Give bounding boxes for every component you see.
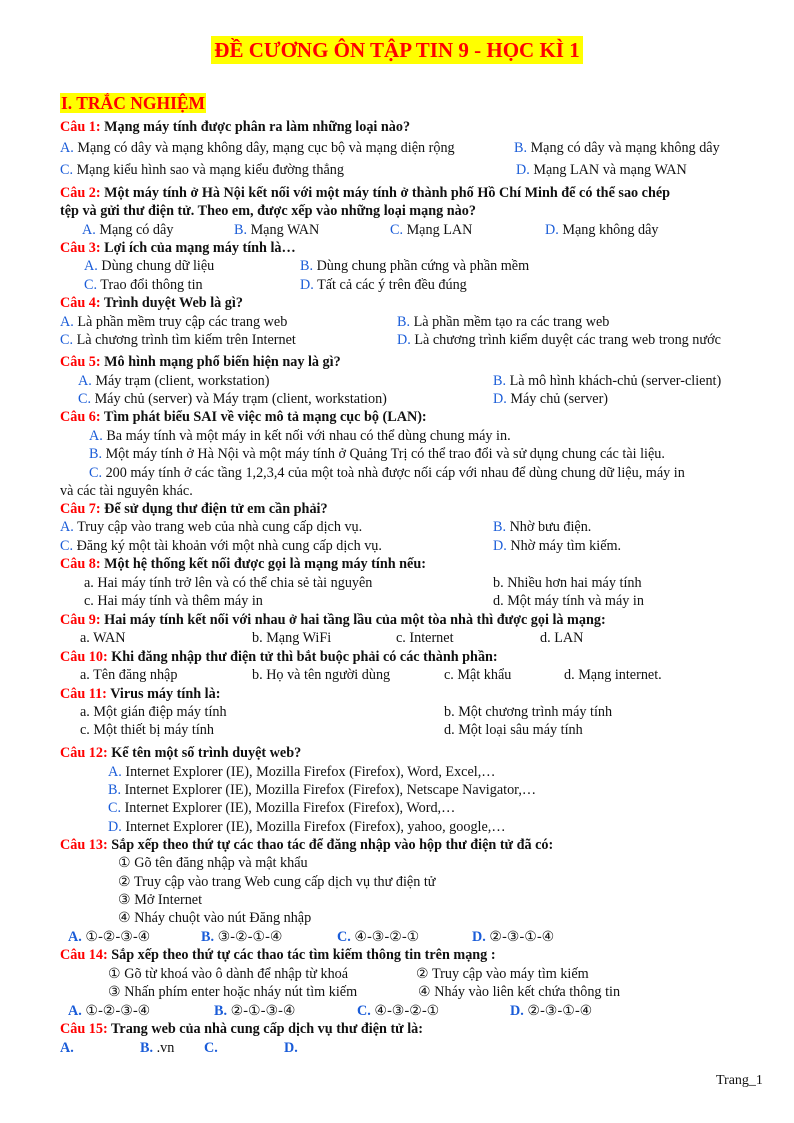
option-text: ①-②-③-④ <box>81 1003 151 1019</box>
question-2 <box>60 185 670 202</box>
option <box>108 764 495 781</box>
option-text: ②-③-①-④ <box>523 1003 593 1019</box>
option-text: Mạng WAN <box>247 222 320 238</box>
option-letter: C. <box>390 222 404 238</box>
option-letter: A. <box>60 1040 74 1056</box>
option-letter: B. <box>214 1003 228 1019</box>
option-letter: C. <box>89 465 103 481</box>
option-letter: A. <box>84 258 98 274</box>
option-letter: A. <box>82 222 96 238</box>
option <box>493 519 591 536</box>
question-1 <box>60 119 410 136</box>
option-letter: C. <box>60 332 74 348</box>
question-text: Khi đăng nhập thư điện tử thì bắt buộc phải có các thành phần: <box>107 649 498 665</box>
option-letter: A. <box>68 1003 82 1019</box>
question-13 <box>60 837 553 854</box>
option-text: Mạng có dây <box>95 222 174 238</box>
option <box>510 1003 592 1020</box>
option: b. Mạng WiFi <box>252 630 332 646</box>
option-text: ③-②-①-④ <box>214 929 283 945</box>
option-letter: C. <box>78 391 92 407</box>
option-letter: C. <box>337 929 351 945</box>
option <box>472 929 554 946</box>
option-text: Dùng chung phần cứng và phần mềm <box>313 258 530 274</box>
step: ② Truy cập vào trang Web cung cấp dịch vụ thư điện tử <box>118 874 436 890</box>
option <box>397 314 609 331</box>
option-letter: B. <box>234 222 248 238</box>
question-3 <box>60 240 296 257</box>
option <box>78 391 387 408</box>
question-6 <box>60 409 427 426</box>
option: b. Họ và tên người dùng <box>252 667 391 683</box>
option <box>68 1003 150 1020</box>
question-number: Câu 5: <box>60 354 101 370</box>
option: c. Một thiết bị máy tính <box>80 722 214 738</box>
option-text: 200 máy tính ở các tầng 1,2,3,4 của một toà nhà được nối cáp với nhau để dùng chung dữ liệu, máy in <box>102 465 685 481</box>
question-text: Virus máy tính là: <box>106 686 221 702</box>
option-text: Mạng có dây và mạng không dây <box>527 140 720 156</box>
option <box>60 519 362 536</box>
option <box>493 373 721 390</box>
question-number: Câu 8: <box>60 556 101 572</box>
option <box>60 314 287 331</box>
question-number: Câu 12: <box>60 745 108 761</box>
option-text: Nhờ bưu điện. <box>506 519 592 535</box>
question-text: Mô hình mạng phổ biến hiện nay là gì? <box>100 354 341 370</box>
option <box>60 538 382 555</box>
step: ④ Nháy vào liên kết chứa thông tin <box>418 984 621 1000</box>
step: ④ Nháy chuột vào nút Đăng nhập <box>118 910 312 926</box>
option-text: ①-②-③-④ <box>81 929 151 945</box>
option-letter: D. <box>545 222 559 238</box>
question-text: Lợi ích của mạng máy tính là… <box>100 240 296 256</box>
option-letter: A. <box>60 140 74 156</box>
option-text: Trao đổi thông tin <box>97 277 203 293</box>
option <box>78 373 270 390</box>
option <box>300 277 467 294</box>
question-11 <box>60 686 220 703</box>
option <box>60 140 455 157</box>
option <box>60 332 296 349</box>
option-text: Mạng LAN <box>403 222 473 238</box>
option <box>545 222 659 239</box>
option-text: Internet Explorer (IE), Mozilla Firefox (Firefox), Netscape Navigator,… <box>121 782 537 798</box>
question-number: Câu 2: <box>60 185 101 201</box>
question-text: Sắp xếp theo thứ tự các thao tác tìm kiếm thông tin trên mạng : <box>107 947 496 963</box>
question-number: Câu 3: <box>60 240 101 256</box>
question-7 <box>60 501 328 518</box>
option-text: Máy chủ (server) <box>506 391 609 407</box>
title-wrap <box>0 36 794 64</box>
question-number: Câu 7: <box>60 501 101 517</box>
option <box>84 258 214 275</box>
option-letter: C. <box>60 162 74 178</box>
option: b. Một chương trình máy tính <box>444 704 613 720</box>
option-text: Internet Explorer (IE), Mozilla Firefox (Firefox), Word,… <box>121 800 456 816</box>
option <box>514 140 720 157</box>
option-text: Internet Explorer (IE), Mozilla Firefox (Firefox), yahoo, google,… <box>121 819 506 835</box>
question-14 <box>60 947 496 964</box>
step: ① Gõ từ khoá vào ô dành để nhập từ khoá <box>108 966 349 982</box>
question-text: Mạng máy tính được phân ra làm những loại nào? <box>100 119 411 135</box>
option-text: Mạng LAN và mạng WAN <box>529 162 687 178</box>
question-text: Sắp xếp theo thứ tự các thao tác để đăng nhập vào hộp thư điện tử đã có: <box>107 837 554 853</box>
option-letter: B. <box>493 373 507 389</box>
option-text: Mạng không dây <box>558 222 659 238</box>
option-letter: C. <box>204 1040 218 1056</box>
question-text: Tìm phát biểu SAI về việc mô tả mạng cục bộ (LAN): <box>100 409 427 425</box>
option: d. LAN <box>540 630 584 646</box>
option: a. Một gián điệp máy tính <box>80 704 227 720</box>
option <box>84 277 203 294</box>
option-letter: D. <box>108 819 122 835</box>
step: ③ Mở Internet <box>118 892 203 908</box>
option: a. Hai máy tính trở lên và có thể chia sẻ tài nguyên <box>84 575 373 591</box>
option <box>493 538 621 555</box>
option: d. Mạng internet. <box>564 667 662 683</box>
question-text: Trang web của nhà cung cấp dịch vụ thư điện tử là: <box>107 1021 423 1037</box>
option-letter: B. <box>201 929 215 945</box>
question-text: Để sử dụng thư điện tử em cần phải? <box>100 501 328 517</box>
option <box>82 222 173 239</box>
option <box>60 1040 74 1057</box>
option: a. WAN <box>80 630 126 646</box>
question-number: Câu 4: <box>60 295 101 311</box>
option-letter: A. <box>78 373 92 389</box>
option-text: Internet Explorer (IE), Mozilla Firefox (Firefox), Word, Excel,… <box>121 764 496 780</box>
question-text-continued: tệp và gửi thư điện tử. Theo em, được xếp vào những loại mạng nào? <box>60 203 476 219</box>
option-letter: A. <box>89 428 103 444</box>
option <box>516 162 687 179</box>
option: c. Mật khẩu <box>444 667 512 683</box>
option <box>108 819 506 836</box>
option: c. Hai máy tính và thêm máy in <box>84 593 263 609</box>
option-letter: B. <box>89 446 103 462</box>
option <box>68 929 150 946</box>
option-letter: C. <box>84 277 98 293</box>
question-number: Câu 10: <box>60 649 108 665</box>
option-text: Là mô hình khách-chủ (server-client) <box>506 373 722 389</box>
option <box>357 1003 439 1020</box>
option: b. Nhiều hơn hai máy tính <box>493 575 642 591</box>
option-text: Là phần mềm tạo ra các trang web <box>410 314 610 330</box>
step: ② Truy cập vào máy tìm kiếm <box>416 966 589 982</box>
option-text: Máy trạm (client, workstation) <box>91 373 270 389</box>
step: ③ Nhấn phím enter hoặc nháy nút tìm kiếm <box>108 984 358 1000</box>
question-number: Câu 13: <box>60 837 108 853</box>
option-letter: C. <box>60 538 74 554</box>
option-letter: D. <box>510 1003 524 1019</box>
question-15 <box>60 1021 423 1038</box>
option <box>89 465 685 482</box>
option-text: Ba máy tính và một máy in kết nối với nhau có thể dùng chung máy in. <box>102 428 511 444</box>
option-text: ④-③-②-① <box>350 929 420 945</box>
option <box>493 391 608 408</box>
option-letter: B. <box>140 1040 154 1056</box>
option: a. Tên đăng nhập <box>80 667 178 683</box>
option-text: Nhờ máy tìm kiếm. <box>506 538 622 554</box>
question-8 <box>60 556 426 573</box>
question-text: Hai máy tính kết nối với nhau ở hai tầng lầu của một tòa nhà thì được gọi là mạng: <box>100 612 606 628</box>
option-letter: A. <box>60 519 74 535</box>
option: d. Một loại sâu máy tính <box>444 722 583 738</box>
option-text: Mạng kiểu hình sao và mạng kiểu đường thẳng <box>73 162 344 178</box>
option-text: Một máy tính ở Hà Nội và một máy tính ở Quảng Trị có thể trao đổi và sử dụng chung các tài liệu. <box>102 446 665 462</box>
option-text: .vn <box>153 1040 175 1056</box>
option-text: Mạng có dây và mạng không dây, mạng cục bộ và mạng diện rộng <box>73 140 455 156</box>
question-number: Câu 14: <box>60 947 108 963</box>
option-letter: D. <box>493 391 507 407</box>
question-text: Trình duyệt Web là gì? <box>100 295 243 311</box>
question-text: Một máy tính ở Hà Nội kết nối với một máy tính ở thành phố Hồ Chí Minh để có thể sao chép <box>100 185 671 201</box>
option-text: ②-①-③-④ <box>227 1003 296 1019</box>
option-text-continued: và các tài nguyên khác. <box>60 483 193 499</box>
question-5 <box>60 354 341 371</box>
option <box>89 428 511 445</box>
option-text: Truy cập vào trang web của nhà cung cấp dịch vụ. <box>73 519 363 535</box>
option <box>234 222 319 239</box>
section-heading: I. TRẮC NGHIỆM <box>61 93 206 113</box>
question-number: Câu 11: <box>60 686 107 702</box>
option <box>89 446 665 463</box>
option-text: Máy chủ (server) và Máy trạm (client, workstation) <box>91 391 387 407</box>
option-letter: B. <box>300 258 314 274</box>
question-text: Một hệ thống kết nối được gọi là mạng máy tính nếu: <box>100 556 426 572</box>
option-text: Tất cả các ý trên đều đúng <box>313 277 467 293</box>
option <box>337 929 419 946</box>
option-letter: B. <box>397 314 411 330</box>
option-letter: C. <box>357 1003 371 1019</box>
option <box>300 258 529 275</box>
question-number: Câu 1: <box>60 119 101 135</box>
question-number: Câu 9: <box>60 612 101 628</box>
option-letter: B. <box>514 140 528 156</box>
question-10 <box>60 649 498 666</box>
option <box>284 1040 298 1057</box>
option: c. Internet <box>396 630 454 646</box>
option-letter: D. <box>397 332 411 348</box>
option-letter: B. <box>493 519 507 535</box>
option-letter: D. <box>516 162 530 178</box>
option <box>60 162 344 179</box>
document-title: ĐỀ CƯƠNG ÔN TẬP TIN 9 - HỌC KÌ 1 <box>211 36 582 64</box>
question-12 <box>60 745 301 762</box>
option-text: Là phần mềm truy cập các trang web <box>73 314 288 330</box>
option <box>108 782 536 799</box>
question-text: Kể tên một số trình duyệt web? <box>107 745 302 761</box>
option-letter: A. <box>108 764 122 780</box>
option <box>397 332 721 349</box>
question-4 <box>60 295 243 312</box>
option-text: Là chương trình tìm kiếm trên Internet <box>73 332 296 348</box>
question-number: Câu 15: <box>60 1021 108 1037</box>
option-letter: D. <box>493 538 507 554</box>
option: d. Một máy tính và máy in <box>493 593 644 609</box>
page-number: Trang_1 <box>716 1073 763 1088</box>
option-text: Dùng chung dữ liệu <box>97 258 215 274</box>
option-letter: A. <box>60 314 74 330</box>
option-letter: D. <box>300 277 314 293</box>
question-9 <box>60 612 606 629</box>
option <box>201 929 283 946</box>
option-letter: D. <box>284 1040 298 1056</box>
option-text: ②-③-①-④ <box>485 929 555 945</box>
option-text: Đăng ký một tài khoản với một nhà cung cấp dịch vụ. <box>73 538 382 554</box>
option-text: ④-③-②-① <box>370 1003 440 1019</box>
option-text: Là chương trình kiểm duyệt các trang web trong nước <box>410 332 721 348</box>
option <box>108 800 455 817</box>
option-letter: C. <box>108 800 122 816</box>
option-letter: B. <box>108 782 122 798</box>
option <box>214 1003 296 1020</box>
question-number: Câu 6: <box>60 409 101 425</box>
option <box>204 1040 218 1057</box>
step: ① Gõ tên đăng nhập và mật khẩu <box>118 855 308 871</box>
option-letter: D. <box>472 929 486 945</box>
option <box>140 1040 174 1057</box>
option-letter: A. <box>68 929 82 945</box>
option <box>390 222 472 239</box>
